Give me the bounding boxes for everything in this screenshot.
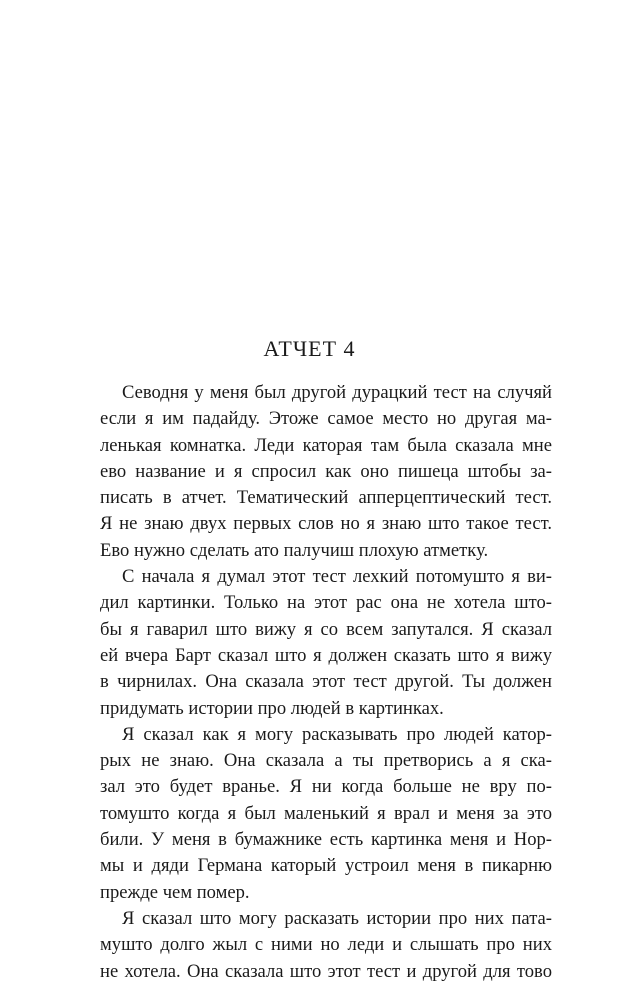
paragraph: [100, 722, 552, 906]
text-line: дил картинки. Только на этот рас она не хотела што-: [100, 592, 552, 614]
text-line: не хотела. Она сказала што этот тест и другой для тово: [100, 960, 552, 982]
text-line: били. У меня в бумажнике есть картинка меня и Нор-: [100, 829, 552, 851]
text-line: писать в атчет. Тематический апперцептический тест.: [100, 487, 552, 509]
paragraph: [100, 380, 552, 564]
text-line: Я не знаю двух первых слов но я знаю што такое тест.: [100, 513, 552, 535]
text-line: С начала я думал этот тест лехкий потомушто я ви-: [122, 566, 552, 588]
text-line: придумать истории про людей в картинках.: [100, 697, 444, 719]
text-line: бы я гаварил што вижу я со всем запутался. Я сказал: [100, 618, 552, 640]
text-line: мы и дяди Германа каторый устроил меня в пикарню: [100, 855, 552, 877]
text-line: мушто долго жыл с ними но леди и слышать про них: [100, 934, 552, 956]
chapter-title: АТЧЕТ 4: [263, 336, 356, 361]
text-line: если я им падайду. Этоже самое место но другая ма-: [100, 408, 552, 430]
text-line: ей вчера Барт сказал што я должен сказать што я вижу: [100, 644, 552, 666]
text-line: прежде чем помер.: [100, 881, 250, 903]
text-line: рых не знаю. Она сказала а ты претворись а я ска-: [100, 750, 552, 772]
text-line: Я сказал што могу расказать истории про них пата-: [122, 907, 552, 929]
paragraph: [100, 564, 552, 722]
text-line: ленькая комнатка. Леди каторая там была сказала мне: [100, 434, 552, 456]
text-line: ево название и я спросил как оно пишеца штобы за-: [100, 460, 552, 482]
text-line: зал это будет вранье. Я ни когда больше не вру по-: [100, 776, 552, 798]
text-line: в чирнилах. Она сказала этот тест другой. Ты должен: [100, 671, 552, 693]
paragraph: [100, 906, 552, 985]
text-line: Ево нужно сделать ато палучиш плохую атметку.: [100, 539, 489, 561]
chapter-body: [100, 380, 552, 985]
text-line: томушто когда я был маленький я врал и меня за это: [100, 802, 552, 824]
text-line: Я сказал как я могу расказывать про людей катор-: [122, 723, 552, 745]
text-line: Севодня у меня был другой дурацкий тест на случяй: [122, 382, 552, 403]
